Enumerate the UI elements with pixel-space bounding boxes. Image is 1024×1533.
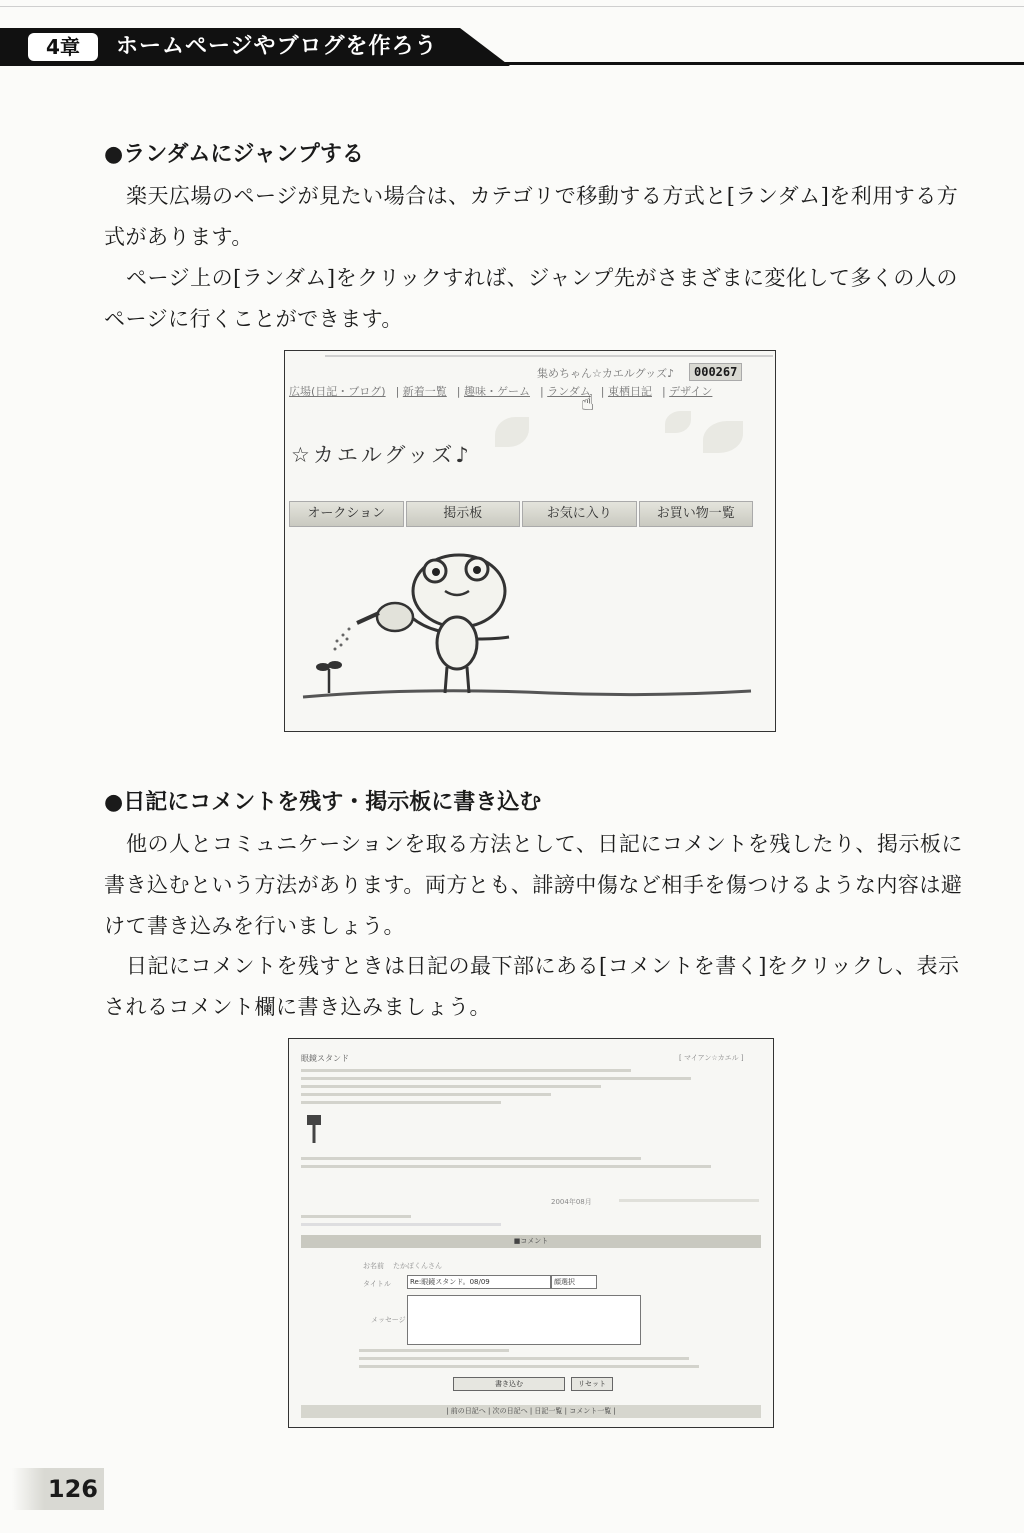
- title-label: タイトル: [363, 1280, 391, 1288]
- paragraph: 日記にコメントを残すときは日記の最下部にある[コメントを書く]をクリックし、表示されるコメント欄に書き込みましょう。: [104, 954, 960, 1019]
- title-input[interactable]: Re:眼鏡スタンド。08/09: [407, 1275, 551, 1289]
- body-text-line: [301, 1101, 501, 1104]
- nav-link[interactable]: デザイン: [669, 385, 713, 398]
- screenshot-diary-comment: [288, 1038, 774, 1428]
- paragraph: 他の人とコミュニケーションを取る方法として、日記にコメントを残したり、掲示板に書き込むという方法があります。両方とも、誹謗中傷など相手を傷つけるような内容は避けて書き込みを行いましょう。: [104, 832, 963, 938]
- paragraph: ページ上の[ランダム]をクリックすれば、ジャンプ先がさまざまに変化して多くの人のページに行くことができます。: [104, 266, 958, 331]
- body-text-line: [301, 1069, 631, 1072]
- hand-cursor-icon: ☝: [581, 391, 595, 416]
- body-text-line: [301, 1093, 551, 1096]
- nav-link[interactable]: 広場(日記・ブログ): [289, 385, 386, 398]
- frog-watering-illustration: [299, 547, 759, 723]
- entry-title: 眼鏡スタンド: [301, 1054, 349, 1063]
- stand-photo-icon: [305, 1113, 323, 1147]
- name-value: たかぽくんさん: [393, 1262, 442, 1270]
- author-link[interactable]: [ マイアン☆カエル ]: [679, 1054, 744, 1062]
- site-nav: 広場(日記・ブログ) | 新着一覧 | 趣味・ゲーム | ランダム | 東栖日記 | デザイン: [289, 385, 713, 398]
- screenshot-random-page: [284, 350, 776, 732]
- comment-header-bar: ■コメント: [301, 1235, 761, 1248]
- footer-links[interactable]: | 前の日記へ | 次の日記へ | 日記一覧 | コメント一覧 |: [446, 1407, 616, 1415]
- leaf-decoration: [495, 417, 529, 447]
- menu-item[interactable]: オークション: [289, 501, 404, 527]
- nav-link[interactable]: 趣味・ゲーム: [464, 385, 530, 398]
- reset-button[interactable]: リセット: [571, 1377, 613, 1391]
- nav-link[interactable]: 東栖日記: [607, 385, 652, 398]
- note-line: [359, 1357, 689, 1360]
- entry-links: [619, 1199, 759, 1202]
- section-heading-comment: ●日記にコメントを残す・掲示板に書き込む: [104, 790, 542, 815]
- paragraph: 楽天広場のページが見たい場合は、カテゴリで移動する方式と[ランダム]を利用する方式があります。: [104, 184, 959, 249]
- note-line: [359, 1349, 509, 1352]
- menu-item[interactable]: お買い物一覧: [639, 501, 754, 527]
- trackback-line: [301, 1215, 411, 1218]
- body-text-line: [301, 1085, 601, 1088]
- face-select[interactable]: 顔選択: [551, 1275, 597, 1289]
- header-rule: [480, 62, 1024, 65]
- nav-link[interactable]: 新着一覧: [402, 385, 447, 398]
- note-line: [359, 1365, 699, 1368]
- leaf-decoration: [703, 421, 743, 453]
- section-heading-random: ●ランダムにジャンプする: [104, 142, 364, 167]
- body-text-line: [301, 1165, 711, 1168]
- nav-link-random[interactable]: ランダム: [547, 385, 591, 398]
- menu-item[interactable]: 掲示板: [406, 501, 521, 527]
- footer-nav-bar: [301, 1405, 761, 1418]
- name-label: お名前: [363, 1262, 384, 1270]
- blog-title: ☆カエルグッズ♪: [291, 443, 472, 467]
- menu-item[interactable]: お気に入り: [522, 501, 637, 527]
- site-title: 集めちゃん☆カエルグッズ♪: [537, 367, 675, 380]
- trackback-url: [301, 1223, 501, 1226]
- top-rule: [0, 6, 1024, 7]
- chapter-badge: 4章: [28, 33, 98, 61]
- blog-menu: [289, 501, 753, 527]
- browser-bar: [325, 355, 773, 357]
- submit-button[interactable]: 書き込む: [453, 1377, 565, 1391]
- body-text-line: [301, 1077, 691, 1080]
- leaf-decoration: [665, 411, 691, 433]
- page-number: 126: [12, 1468, 104, 1510]
- message-textarea[interactable]: [407, 1295, 641, 1345]
- body-text-line: [301, 1157, 641, 1160]
- chapter-title: ホームページやブログを作ろう: [116, 34, 438, 59]
- access-counter: 000267: [689, 363, 742, 381]
- message-label: メッセージ: [371, 1316, 406, 1324]
- entry-date: 2004年08月: [551, 1198, 592, 1206]
